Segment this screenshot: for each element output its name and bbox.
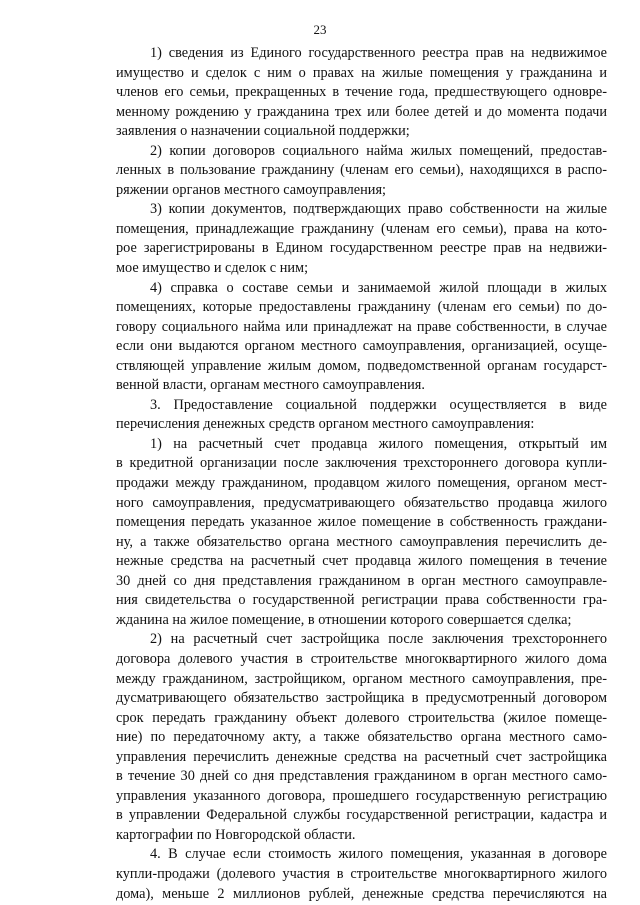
text-line: венной власти, органам местного самоуправления.	[116, 377, 425, 394]
text-line: между гражданином, застройщиком, органом местного самоуправления, пре-	[116, 670, 607, 687]
text-line: менному рождению у гражданина трех или более детей и до момента подачи	[116, 103, 607, 120]
document-body	[116, 44, 607, 904]
text-line: 1) сведения из Единого государственного реестра прав на недвижимое	[150, 45, 607, 61]
text-line: 3) копии документов, подтверждающих право собственности на жилые	[150, 201, 607, 218]
text-line: в течение 30 дней со дня представления гражданином в орган местного само-	[116, 768, 607, 785]
text-line: дома), меньше 2 миллионов рублей, денежные средства перечисляются на	[116, 885, 607, 902]
text-line: имущество и сделок с ним о правах на жилые помещения у гражданина и	[116, 64, 607, 81]
text-line: помещения, принадлежащие гражданину (членам его семьи), права на кото-	[116, 220, 607, 237]
text-line: 4. В случае если стоимость жилого помещения, указанная в договоре	[150, 846, 607, 863]
text-line: 30 дней со дня представления гражданином в орган местного самоуправле-	[116, 572, 607, 589]
text-line: членов его семьи, прекращенных в течение года, предшествующего одновре-	[116, 84, 607, 101]
text-line: ние) по передаточному акту, а также обязательство органа местного само-	[116, 729, 607, 746]
text-line: управления указанного договора, прошедшего государственную регистрацию	[116, 787, 607, 804]
page-number: 23	[313, 22, 327, 37]
text-line: мое имущество и сделок с ним;	[116, 260, 309, 277]
text-line: ряжении органов местного самоуправления;	[116, 181, 386, 198]
text-line: говору социального найма или принадлежат на праве собственности, в случае	[116, 318, 607, 335]
text-line: ного самоуправления, предусматривающего обязательство продавца жилого	[116, 494, 607, 511]
text-line: договора долевого участия в строительстве многоквартирного жилого дома	[116, 650, 607, 667]
text-line: ну, а также обязательство органа местного самоуправления перечислить де-	[116, 533, 607, 550]
text-line: срок передать гражданину объект долевого строительства (жилое помеще-	[116, 709, 607, 726]
text-line: 2) копии договоров социального найма жилых помещений, предостав-	[150, 142, 607, 159]
text-line: рое зарегистрированы в Едином государственном реестре прав на недвижи-	[116, 240, 607, 257]
text-line: жданина на жилое помещение, в отношении которого совершается сделка;	[116, 611, 572, 628]
text-line: помещениях, которые предоставлены гражданину (членам его семьи) по до-	[116, 299, 607, 316]
text-line: помещения передать указанное жилое помещение в собственность граждани-	[116, 514, 607, 531]
text-line: дусматривающего обязательство застройщика в предусмотренный договором	[116, 690, 607, 707]
text-line: 3. Предоставление социальной поддержки осуществляется в виде	[150, 396, 607, 413]
text-line: в кредитной организации после заключения трехстороннего договора купли-	[116, 455, 607, 472]
text-line: перечисления денежных средств органом местного самоуправления:	[116, 416, 535, 433]
text-line: ствляющей управление жилым домом, подведомственной органам государст-	[116, 357, 607, 374]
text-line: управления перечислить денежные средства на расчетный счет застройщика	[116, 748, 607, 765]
text-line: картографии по Новгородской области.	[116, 826, 356, 843]
text-line: продажи между гражданином, продавцом жилого помещения, органом мест-	[116, 475, 607, 492]
text-line: 4) справка о составе семьи и занимаемой жилой площади в жилых	[150, 279, 607, 296]
text-line: если они выдаются органом местного самоуправления, организацией, осуще-	[116, 338, 607, 355]
text-line: купли-продажи (долевого участия в строительстве многоквартирного жилого	[116, 865, 607, 882]
text-line: нежные средства на расчетный счет продавца жилого помещения в течение	[116, 553, 607, 570]
text-line: 2) на расчетный счет застройщика после заключения трехстороннего	[150, 631, 607, 648]
text-line: 1) на расчетный счет продавца жилого помещения, открытый им	[150, 435, 607, 452]
text-line: заявления о назначении социальной поддержки;	[116, 123, 410, 140]
text-line: ленных в пользование гражданину (членам его семьи), находящихся в распо-	[116, 162, 607, 179]
text-line: в управлении Федеральной службы государственной регистрации, кадастра и	[116, 807, 607, 824]
text-line: ния свидетельства о государственной регистрации права собственности гра-	[116, 592, 607, 609]
